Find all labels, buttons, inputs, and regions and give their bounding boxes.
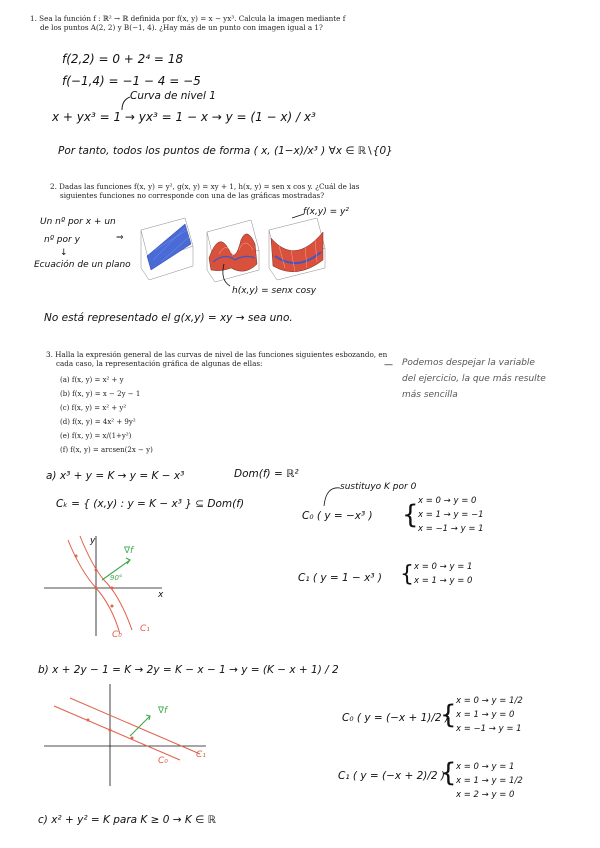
problem2-statement-line1: 2. Dadas las funciones f(x, y) = y², g(x, y) = xy + 1, h(x, y) = sen x cos y. ¿Cuál de las: [50, 182, 360, 191]
part-b-line1: b) x + 2y − 1 = K → 2y = K − x − 1 → y = (K − x + 1) / 2: [38, 664, 339, 676]
problem2-label-h: h(x,y) = senx cosy: [232, 286, 317, 296]
part-b-gradient-arrow: [130, 716, 150, 736]
problem3-statement-line2: cada caso, la representación gráfica de algunas de ellas:: [56, 359, 263, 368]
problem1-conclusion: Por tanto, todos los puntos de forma ( x, (1−x)/x³ ) ∀x ∈ ℝ∖{0}: [58, 145, 393, 157]
plot-y-squared: [269, 218, 325, 280]
part-b-c1-row3: x = 2 → y = 0: [456, 790, 515, 800]
part-a-line2: Cₖ = { (x,y) : y = K − x³ } ⊆ Dom(f): [56, 498, 245, 510]
problem1-statement: [30, 14, 570, 32]
problem2-note-left-1: Un nº por x + un: [40, 217, 116, 227]
problem3-side-note-1: Podemos despejar la variable: [402, 358, 535, 368]
problem2-conclusion: No está representado el g(x,y) = xy → sea uno.: [44, 312, 293, 324]
problem2-plots: [135, 210, 340, 285]
problem3-option-a: (a) f(x, y) = x² + y: [60, 376, 124, 384]
part-a-c1-eq: C₁ ( y = 1 − x³ ): [298, 572, 383, 584]
part-b-c1-row2: x = 1 → y = 1/2: [456, 776, 523, 786]
problem2-statement-line2: siguientes funciones no corresponde con una de las gráficas mostradas?: [60, 191, 325, 200]
part-a-note-arrow: [318, 484, 342, 510]
part-a-c1-row1: x = 0 → y = 1: [414, 562, 473, 572]
problem2-arrow-to-plane: ⇒: [116, 233, 124, 243]
part-a-axis-x-label: x: [158, 590, 164, 600]
part-a-dom: Dom(f) = ℝ²: [234, 468, 299, 480]
problem3-side-dash: —: [384, 360, 393, 370]
part-a-c0-table: [418, 494, 484, 536]
part-c-line1: c) x² + y² = K para K ≥ 0 → K ∈ ℝ: [38, 814, 216, 826]
part-b-c1-brace: {: [440, 758, 457, 788]
problem3-statement-line1: 3. Halla la expresión general de las curvas de nivel de las funciones siguientes esbozando, en: [46, 350, 388, 359]
problem1-work-fm14: f(−1,4) = −1 − 4 = −5: [62, 74, 201, 88]
problem1-note-curva: Curva de nivel 1: [130, 90, 216, 102]
problem2-label-f: f(x,y) = y²: [303, 207, 349, 217]
part-b-line-c1: [70, 698, 200, 754]
problem2-label-f-arrow: [290, 210, 306, 222]
part-b-curve-c0-label: C₀: [158, 756, 168, 766]
part-b-c0-eq: C₀ ( y = (−x + 1)/2 ): [342, 712, 450, 724]
problem1-work-f22: f(2,2) = 0 + 2⁴ = 18: [62, 52, 184, 66]
part-a-grad-label: ∇f: [124, 546, 134, 556]
problem2-note-left-2: nº por y: [44, 235, 80, 245]
part-b-c0-table: [456, 694, 523, 736]
part-a-c1-brace: {: [400, 562, 414, 587]
problem2-label-h-arrow: [218, 262, 234, 290]
part-a-c0-eq: C₀ ( y = −x³ ): [302, 510, 373, 522]
part-a-sketch: [40, 530, 170, 642]
part-b-c1-eq: C₁ ( y = (−x + 2)/2 ): [338, 770, 446, 782]
problem2-note-left-3: Ecuación de un plano: [34, 260, 131, 270]
problem1-statement-line2: de los puntos A(2, 2) y B(−1, 4). ¿Hay más de un punto con imagen igual a 1?: [40, 23, 323, 32]
plot-plane: [141, 218, 193, 280]
part-a-c0-row2: x = 1 → y = −1: [418, 510, 484, 520]
part-b-c0-row2: x = 1 → y = 0: [456, 710, 515, 720]
part-a-line1: a) x³ + y = K → y = K − x³: [46, 470, 185, 482]
part-a-c0-brace: {: [402, 500, 419, 530]
part-b-c0-row3: x = −1 → y = 1: [456, 724, 522, 734]
problem1-statement-line1: 1. Sea la función f : ℝ² → ℝ definida por f(x, y) = x − yx³. Calcula la imagen mediante f: [30, 14, 346, 23]
part-a-c1-table: [414, 560, 472, 588]
part-a-c0-row3: x = −1 → y = 1: [418, 524, 484, 534]
problem2-statement: [50, 182, 570, 200]
problem2-note-left-arrow: ↓: [60, 248, 68, 258]
problem3-option-e: (e) f(x, y) = x/(1+y²): [60, 432, 132, 440]
part-b-c0-row1: x = 0 → y = 1/2: [456, 696, 523, 706]
part-b-c1-row1: x = 0 → y = 1: [456, 762, 515, 772]
problem3-option-c: (c) f(x, y) = x² + y²: [60, 404, 127, 412]
part-b-c0-brace: {: [440, 700, 457, 730]
part-a-c1-row2: x = 1 → y = 0: [414, 576, 473, 586]
problem3-option-b: (b) f(x, y) = x − 2y − 1: [60, 390, 141, 398]
part-b-sketch: [40, 680, 210, 790]
part-a-c0-row1: x = 0 → y = 0: [418, 496, 477, 506]
part-a-axis-y-label: y: [90, 536, 96, 546]
part-a-angle-label: 90°: [110, 574, 123, 582]
part-a-curve-c1-label: C₁: [140, 624, 150, 634]
problem1-work-level: x + yx³ = 1 → yx³ = 1 − x → y = (1 − x) / x³: [52, 110, 316, 124]
problem3-statement: [46, 350, 391, 368]
part-b-curve-c1-label: C₁: [196, 750, 206, 760]
part-a-curve-c0-label: C₀: [112, 630, 122, 640]
part-a-note-k0: sustituyo K por 0: [340, 482, 417, 492]
part-b-c1-table: [456, 760, 523, 802]
problem3-option-f: (f) f(x, y) = arcsen(2x − y): [60, 446, 153, 454]
problem3-side-note-3: más sencilla: [402, 390, 458, 400]
problem3-side-note-2: del ejercicio, la que más resulte: [402, 374, 546, 384]
problem3-option-d: (d) f(x, y) = 4x² + 9y²: [60, 418, 136, 426]
part-b-grad-label: ∇f: [158, 706, 168, 716]
